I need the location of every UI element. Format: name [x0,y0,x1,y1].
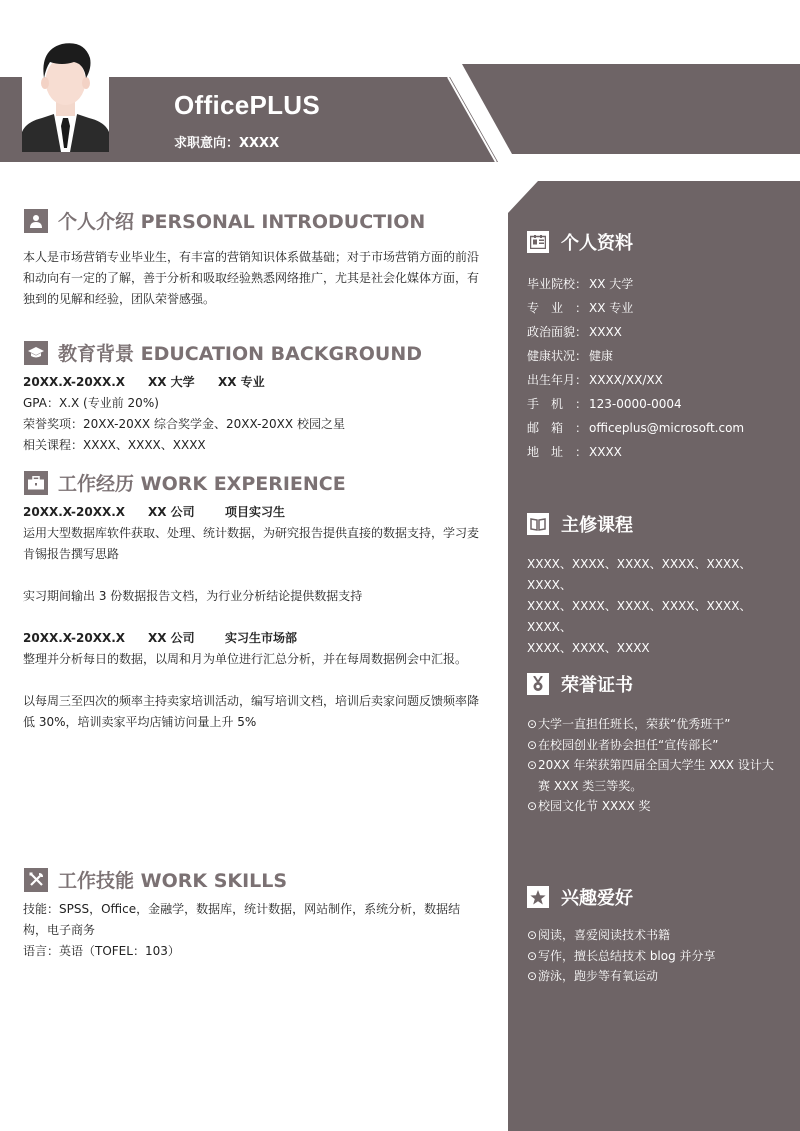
info-row [527,442,787,466]
job-company: XX 公司 [148,505,195,519]
info-value: 健康 [589,349,614,363]
bullet-icon: ⊙ [527,737,538,752]
skills-title: 工作技能 WORK SKILLS [58,870,288,892]
intro-line: 本人是市场营销专业毕业生，有丰富的营销知识体系做基础；对于市场营销方面的前沿 [23,250,480,264]
hobby-text: 游泳，跑步等有氧运动 [538,969,659,983]
job-period: 20XX.X-20XX.X [23,631,126,645]
honor-text: 在校园创业者协会担任“宣传部长” [538,737,719,752]
intro-line: 和动向有一定的了解，善于分析和吸取经验熟悉网络推广，尤其是社会化媒体方面，有 [23,271,480,285]
bullet-icon: ⊙ [527,969,538,983]
hobbies-list [527,925,785,987]
skills-block [23,899,491,962]
info-label: 手机： [527,397,587,411]
job-company: XX 公司 [148,631,195,645]
hobbies-heading [527,884,633,910]
star-icon [527,886,549,908]
bullet-icon: ⊙ [527,928,538,942]
person-avatar-icon [22,36,109,152]
info-row [527,322,787,346]
info-row [527,298,787,322]
info-value: XX 大学 [589,277,634,291]
hobby-item [527,966,785,987]
info-value: XXXX [589,325,622,339]
skills-line: 语言：英语（TOFEL：103） [23,944,180,958]
info-label: 政治面貌： [527,325,588,339]
skills-line: 构，电子商务 [23,923,96,937]
honor-text: 赛 XXX 类三等奖。 [538,778,643,793]
briefcase-icon [24,471,48,495]
info-row [527,418,787,442]
work-job-2 [23,628,491,733]
hobbies-title: 兴趣爱好 [561,888,633,909]
job-desc-line: 整理并分析每日的数据，以周和月为单位进行汇总分析，并在每周数据例会中汇报。 [23,652,468,666]
job-intent: 求职意向：XXXX [174,136,280,151]
job-desc-line: 以每周三至四次的频率主持卖家培训活动，编写培训文档，培训后卖家问题反馈频率降 [23,694,480,708]
info-value: XX 专业 [589,301,634,315]
job-position: 实习生市场部 [225,631,298,645]
hobby-text: 阅读，喜爱阅读技术书籍 [538,928,671,942]
honors-heading [527,671,633,697]
id-card-icon [527,231,549,253]
info-value: XXXX/XX/XX [589,373,663,387]
honor-item-continued [527,776,785,797]
honor-item [527,796,785,817]
education-major: XX 专业 [218,375,265,389]
info-row [527,370,787,394]
info-value: 123-0000-0004 [589,397,682,411]
bullet-icon: ⊙ [527,717,538,731]
intro-line: 独到的见解和经验，团队荣誉感强。 [23,292,216,306]
honors-title: 荣誉证书 [561,675,633,696]
honors-list [527,714,785,817]
info-label: 专业： [527,301,587,315]
main-courses-heading [527,511,633,537]
education-gpa: GPA：X.X (专业前 20%) [23,396,159,410]
intro-heading [24,207,425,234]
info-label: 地址： [527,445,587,459]
personal-info-title: 个人资料 [561,233,633,254]
info-row [527,346,787,370]
courses-line: XXXX、XXXX、XXXX [527,641,650,655]
work-heading [24,469,346,496]
honor-text: 校园文化节 XXXX 奖 [538,799,651,813]
hobby-item [527,925,785,946]
applicant-name: OfficePLUS [174,90,321,120]
job-summary [23,502,491,523]
job-desc-line: 低 30%，培训卖家平均店铺访问量上升 5% [23,715,257,729]
honor-text: 20XX 年荣获第四届全国大学生 XXX 设计大 [538,758,774,772]
bullet-icon: ⊙ [527,758,538,772]
hobby-item [527,946,785,967]
main-courses-title: 主修课程 [561,515,633,536]
tools-icon [24,868,48,892]
hobby-text: 写作，擅长总结技术 blog 并分享 [538,948,716,963]
work-job-1 [23,502,491,607]
intro-text [23,247,491,310]
job-desc-line: 肯锡报告撰写思路 [23,547,120,561]
info-row [527,394,787,418]
skills-line: 技能：SPSS，Office，金融学，数据库，统计数据，网站制作，系统分析，数据结 [23,902,461,916]
courses-line: XXXX、XXXX、XXXX、XXXX、XXXX、XXXX、 [527,557,752,592]
medal-icon [527,673,549,695]
info-value: officeplus@microsoft.com [589,421,745,435]
skills-heading [24,866,287,893]
education-period: 20XX.X-20XX.X [23,375,126,389]
job-desc-line: 实习期间输出 3 份数据报告文档，为行业分析结论提供数据支持 [23,589,363,603]
courses-line: XXXX、XXXX、XXXX、XXXX、XXXX、XXXX、 [527,599,752,634]
job-desc-line: 运用大型数据库软件获取、处理、统计数据，为研究报告提供直接的数据支持，学习麦 [23,526,480,540]
main-courses-list [527,554,785,659]
honor-item [527,735,785,756]
job-summary [23,628,491,649]
job-position: 项目实习生 [225,505,286,519]
education-title: 教育背景 EDUCATION BACKGROUND [58,343,422,365]
info-row [527,274,787,298]
header-band [0,0,800,170]
info-label: 出生年月： [527,373,588,387]
info-label: 毕业院校： [527,277,588,291]
person-icon [24,209,48,233]
honor-text: 大学一直担任班长，荣获“优秀班干” [538,717,731,731]
info-label: 邮箱： [527,421,587,435]
info-value: XXXX [589,445,622,459]
honor-item [527,755,785,776]
graduation-cap-icon [24,341,48,365]
bullet-icon: ⊙ [527,799,538,813]
work-title: 工作经历 WORK EXPERIENCE [58,473,346,495]
education-block [23,372,491,456]
intro-title: 个人介绍 PERSONAL INTRODUCTION [58,211,426,233]
education-awards: 荣誉奖项：20XX-20XX 综合奖学金、20XX-20XX 校园之星 [23,417,345,431]
info-label: 健康状况： [527,349,588,363]
honor-item [527,714,785,735]
education-school: XX 大学 [148,375,195,389]
education-heading [24,339,422,366]
book-icon [527,513,549,535]
job-period: 20XX.X-20XX.X [23,505,126,519]
bullet-icon: ⊙ [527,948,538,963]
personal-info-list [527,274,787,466]
avatar [22,36,109,152]
education-summary [23,372,491,393]
personal-info-heading [527,229,633,255]
education-courses: 相关课程：XXXX、XXXX、XXXX [23,438,206,452]
